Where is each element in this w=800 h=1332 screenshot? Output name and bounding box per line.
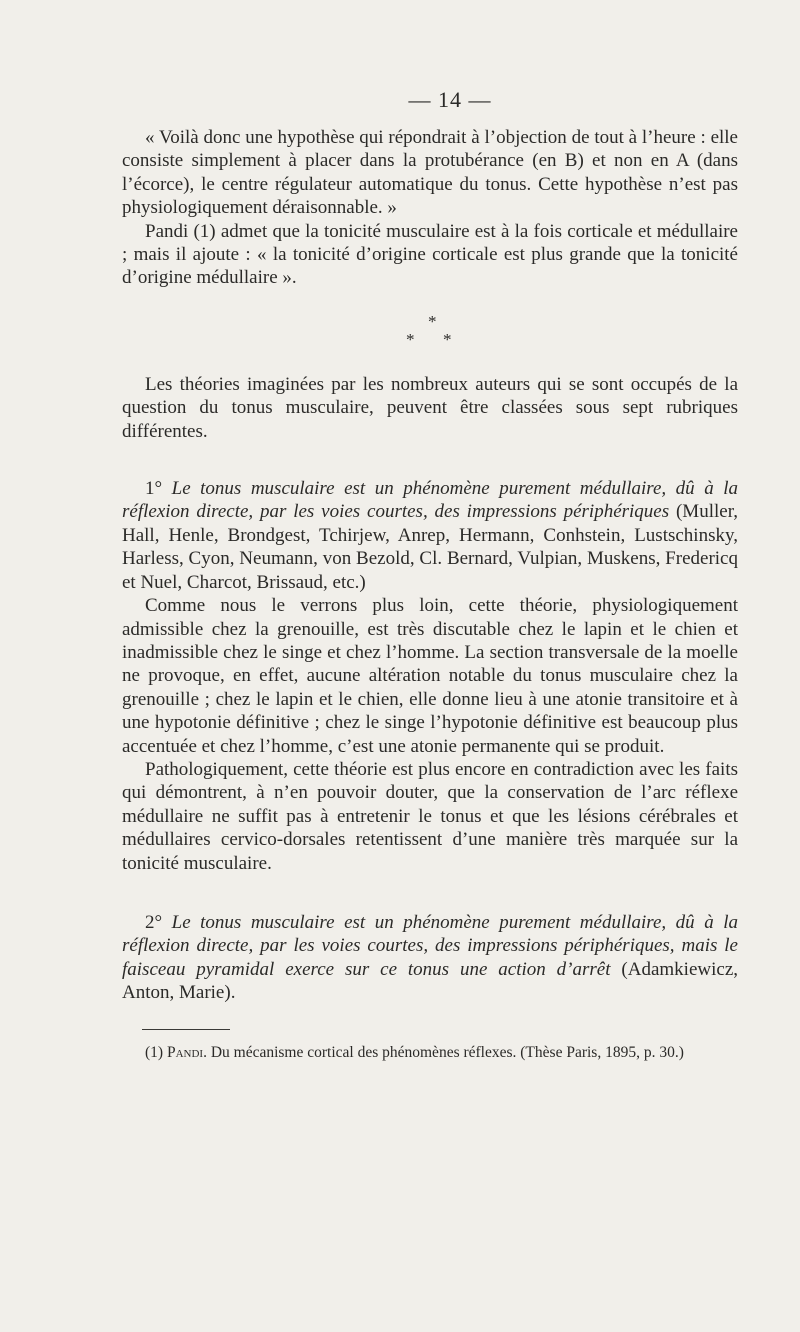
footnote <box>122 1044 738 1062</box>
paragraph-theory-2 <box>122 911 738 1005</box>
asterism-separator <box>122 301 738 351</box>
theory-2-authors: (Adamkiewicz, Anton, Marie). <box>122 958 739 1004</box>
paragraph-theory-1-discussion: Comme nous le verrons plus loin, cette théorie, physiologiquement admissible chez la grenouille, est très discutable chez le lapin et le chien et inadmissible chez le singe et chez l’homme. La section transversale de la moelle ne provoque, en effet, aucune altération notable du tonus musculaire chez la grenouille ; chez le lapin et le chien, elle donne lieu à une atonie transitoire et à une hypotonie définitive ; chez le singe l’hypotonie définitive est beaucoup plus accentuée et chez l’homme, c’est une atonie permanente qui se produit. <box>122 595 738 757</box>
theory-1-number: 1° <box>145 478 163 500</box>
footnote-text: Du mécanisme cortical des phénomènes réflexes. (Thèse Paris, 1895, p. 30.) <box>210 1043 684 1061</box>
footnote-mark: (1) <box>145 1043 164 1061</box>
theory-1-statement: Le tonus musculaire est un phénomène purement médullaire, dû à la réflexion directe, par les voies courtes, des impressions périphériques <box>122 478 738 523</box>
page <box>122 86 738 1062</box>
paragraph-pandi: Pandi (1) admet que la tonicité musculaire est à la fois corticale et médullaire ; mais il ajoute : « la tonicité d’origine corticale est plus grande que la tonicité d’origine médullaire ». <box>122 220 738 289</box>
asterism-star-right: * <box>443 329 452 349</box>
footnote-rule <box>142 1029 230 1030</box>
asterism-star-top: * <box>428 311 437 331</box>
asterism-star-left: * <box>406 329 415 349</box>
theory-1-authors: (Muller, Hall, Henle, Brondgest, Tchirjew, Anrep, Hermann, Conhstein, Lustschinsky, Harless, Cyon, Neumann, von Bezold, Cl. Bernard, Vulpian, Muskens, Fredericq et Nuel, Charcot, Brissaud, etc.) <box>122 501 739 593</box>
paragraph-theories-intro: Les théories imaginées par les nombreux auteurs qui se sont occupés de la question du tonus musculaire, peuvent être classées sous sept rubriques différentes. <box>122 373 738 442</box>
theory-2-number: 2° <box>145 911 163 933</box>
paragraph-pathology: Pathologiquement, cette théorie est plus encore en contradiction avec les faits qui démontrent, à n’en pouvoir douter, que la conservation de l’arc réflexe médullaire ne suffit pas à entretenir le tonus et que les lésions cérébrales et médullaires cervico-dorsales retentissent d’une manière très marquée sur la tonicité musculaire. <box>122 758 738 874</box>
paragraph-theory-1 <box>122 477 738 594</box>
theory-2-statement: Le tonus musculaire est un phénomène purement médullaire, dû à la réflexion directe, par les voies courtes, des impressions périphériques, mais le faisceau pyramidal exerce sur ce tonus une action d’arrêt <box>122 911 738 980</box>
page-number: — 14 — <box>408 87 492 112</box>
paragraph-quote: « Voilà donc une hypothèse qui répondrait à l’objection de tout à l’heure : elle consiste simplement à placer dans la protubérance (en B) et non en A (dans l’écorce), le centre régulateur automatique du tonus. Cette hypothèse n’est pas physiologiquement déraisonnable. » <box>122 127 738 219</box>
footnote-author: Pandi. <box>166 1043 207 1061</box>
